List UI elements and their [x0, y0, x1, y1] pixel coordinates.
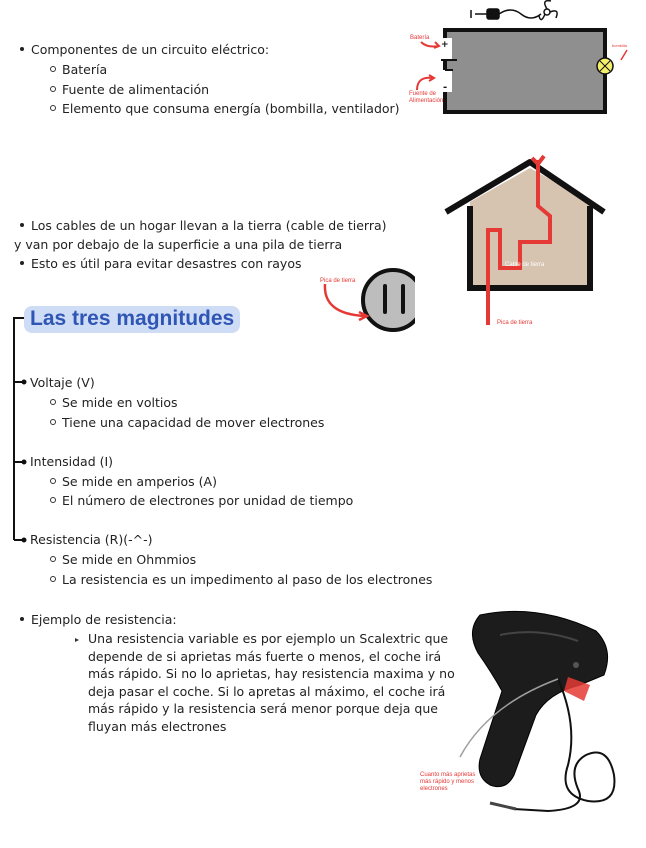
tree-connector: [6, 316, 32, 546]
resistance-label: Resistencia (R)(-^-): [30, 532, 153, 547]
bullet-icon: [50, 399, 56, 405]
bullet-icon: [50, 66, 56, 72]
battery-label: Batería: [410, 35, 430, 41]
ground-line-3: Esto es útil para evitar desastres con rayos: [20, 256, 301, 272]
magnitudes-title: Las tres magnitudes: [24, 306, 240, 333]
bullet-icon: [75, 638, 79, 642]
resistor-symbol: (-^-): [123, 532, 153, 547]
example-paragraph: Una resistencia variable es por ejemplo un Scalextric que depende de si aprietas más fuerte o menos, el coche irá más rápido. Si no lo aprietas, hay resistencia maxima y no deja pasar el coche. Si lo apretas al máximo, el coche irá más rápido y la resistencia será menor porque deja que fluyan más electrones: [88, 630, 468, 735]
bullet-icon: [50, 86, 56, 92]
list-item: Batería: [50, 62, 107, 78]
bullet-icon: [50, 497, 56, 503]
supply-label: Fuente de Alimentación: [409, 91, 444, 104]
list-item: Se mide en Ohmmios: [50, 552, 196, 568]
bullet-icon: [20, 223, 24, 227]
list-item: Fuente de alimentación: [50, 82, 209, 98]
bulb-label: bombilla: [612, 43, 627, 48]
list-item: El número de electrones por unidad de tiempo: [50, 493, 353, 509]
list-item: Tiene una capacidad de mover electrones: [50, 415, 324, 431]
components-heading: Componentes de un circuito eléctrico:: [20, 42, 269, 58]
list-item: Elemento que consuma energía (bombilla, ventilador): [50, 101, 400, 117]
voltage-label: Voltaje (V): [30, 375, 95, 390]
bullet-icon: [50, 105, 56, 111]
svg-text:+: +: [441, 40, 449, 50]
socket-diagram: [315, 262, 415, 342]
example-heading: Ejemplo de resistencia:: [20, 612, 177, 628]
bullet-icon: [50, 556, 56, 562]
list-item: Se mide en voltios: [50, 395, 178, 411]
house-diagram: [440, 150, 610, 330]
intensity-label: Intensidad (I): [30, 454, 114, 469]
list-item: Se mide en amperios (A): [50, 474, 217, 490]
bullet-icon: [50, 419, 56, 425]
ground-line-2: y van por debajo de la superficie a una pila de tierra: [14, 237, 343, 252]
ground-line-1: Los cables de un hogar llevan a la tierra (cable de tierra): [20, 218, 387, 234]
bullet-icon: [20, 617, 24, 621]
socket-label: Pica de tierra: [320, 278, 356, 284]
list-item: La resistencia es un impedimento al paso de los electrones: [50, 572, 432, 588]
bullet-icon: [20, 261, 24, 265]
svg-text:-: -: [443, 82, 448, 93]
plug-fan-icon: [471, 1, 557, 20]
bullet-icon: [20, 47, 24, 51]
bullet-icon: [50, 576, 56, 582]
controller-note: Cuanto más aprietas más rápido y menos electrones: [420, 772, 476, 792]
bullet-icon: [50, 478, 56, 484]
circuit-box: [445, 30, 605, 112]
circuit-diagram: [405, 0, 635, 125]
cable-label: Cable de tierra: [505, 262, 545, 268]
pile-label: Pica de tierra: [497, 320, 533, 326]
